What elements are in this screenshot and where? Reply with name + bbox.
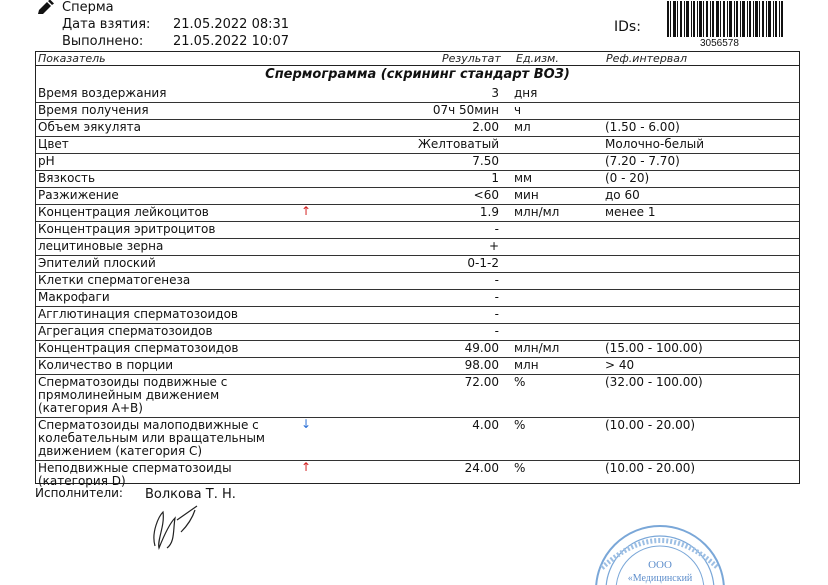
reference-value: (10.00 - 20.00) bbox=[605, 418, 696, 432]
indicator-name: Концентрация эритроцитов bbox=[38, 222, 216, 236]
table-header bbox=[36, 52, 799, 66]
table-row bbox=[36, 170, 799, 188]
table-row bbox=[36, 306, 799, 324]
indicator-name: Концентрация сперматозоидов bbox=[38, 341, 239, 355]
indicator-name: Вязкость bbox=[38, 171, 96, 185]
result-value: 2.00 bbox=[472, 120, 499, 134]
table-row bbox=[36, 221, 799, 239]
result-value: - bbox=[494, 324, 499, 338]
indicator-name: Макрофаги bbox=[38, 290, 110, 304]
indicator-name: Разжижение bbox=[38, 188, 119, 202]
reference-value: (0 - 20) bbox=[605, 171, 650, 185]
table-row bbox=[36, 204, 799, 222]
indicator-name: Эпителий плоский bbox=[38, 256, 156, 270]
table-row bbox=[36, 255, 799, 273]
result-value: 49.00 bbox=[464, 341, 499, 355]
result-value: 7.50 bbox=[472, 154, 499, 168]
table-row bbox=[36, 153, 799, 171]
completed-value: 21.05.2022 10:07 bbox=[173, 34, 290, 49]
unit-value: ч bbox=[514, 103, 522, 117]
unit-value: мин bbox=[514, 188, 539, 202]
indicator-name: pH bbox=[38, 154, 55, 168]
signature bbox=[145, 502, 205, 552]
col-indicator: Показатель bbox=[38, 52, 106, 65]
completed-label: Выполнено: bbox=[62, 34, 144, 49]
indicator-name: Количество в порции bbox=[38, 358, 174, 372]
indicator-name: Клетки сперматогенеза bbox=[38, 273, 191, 287]
result-value: 24.00 bbox=[464, 461, 499, 475]
arrow-up-icon: ↑ bbox=[301, 460, 312, 474]
table-row bbox=[36, 340, 799, 358]
result-value: 4.00 bbox=[472, 418, 499, 432]
result-value: 72.00 bbox=[464, 375, 499, 389]
reference-value: > 40 bbox=[605, 358, 635, 372]
unit-value: % bbox=[514, 461, 526, 475]
table-row bbox=[36, 102, 799, 120]
table-row bbox=[36, 460, 799, 490]
table-row bbox=[36, 136, 799, 154]
unit-value: млн/мл bbox=[514, 341, 560, 355]
stamp bbox=[590, 518, 725, 585]
section-title: Спермограмма (скрининг стандарт ВОЗ) bbox=[265, 67, 570, 82]
reference-value: (15.00 - 100.00) bbox=[605, 341, 703, 355]
table-row bbox=[36, 85, 799, 103]
col-reference: Реф.интервал bbox=[606, 52, 688, 65]
indicator-name: Сперматозоиды малоподвижные с колебательным или вращательным движением (категория С) bbox=[38, 418, 265, 458]
unit-value: % bbox=[514, 375, 526, 389]
col-result: Результат bbox=[442, 52, 501, 65]
indicator-name: Цвет bbox=[38, 137, 69, 151]
reference-value: (1.50 - 6.00) bbox=[605, 120, 680, 134]
table-row bbox=[36, 238, 799, 256]
result-value: 98.00 bbox=[464, 358, 499, 372]
table-row bbox=[36, 323, 799, 341]
result-value: - bbox=[494, 222, 499, 236]
executor-name: Волкова Т. Н. bbox=[145, 487, 236, 502]
unit-value: млн bbox=[514, 358, 539, 372]
stamp-org: ООО bbox=[648, 559, 672, 571]
reference-value: до 60 bbox=[605, 188, 640, 202]
result-value: 3 bbox=[491, 86, 499, 100]
barcode bbox=[667, 1, 783, 39]
table-row bbox=[36, 119, 799, 137]
col-unit: Ед.изм. bbox=[516, 52, 559, 65]
table-row bbox=[36, 187, 799, 205]
result-value: 0-1-2 bbox=[467, 256, 499, 270]
result-value: 1 bbox=[491, 171, 499, 185]
indicator-name: Объем эякулята bbox=[38, 120, 141, 134]
result-value: - bbox=[494, 290, 499, 304]
date-taken-value: 21.05.2022 08:31 bbox=[173, 17, 290, 32]
result-value: 07ч 50мин bbox=[432, 103, 499, 117]
stamp-name: «Медицинский bbox=[627, 573, 693, 584]
pencil-icon bbox=[36, 0, 54, 16]
unit-value: мм bbox=[514, 171, 533, 185]
result-value: Желтоватый bbox=[418, 137, 499, 151]
arrow-down-icon: ↓ bbox=[301, 417, 312, 431]
reference-value: (7.20 - 7.70) bbox=[605, 154, 680, 168]
arrow-up-icon: ↑ bbox=[301, 204, 312, 218]
result-value: 1.9 bbox=[479, 205, 499, 219]
executors-label: Исполнители: bbox=[35, 486, 123, 500]
indicator-name: Агрегация сперматозоидов bbox=[38, 324, 213, 338]
table-row bbox=[36, 357, 799, 375]
indicator-name: Время получения bbox=[38, 103, 149, 117]
indicator-name: Время воздержания bbox=[38, 86, 167, 100]
table-row bbox=[36, 272, 799, 290]
table-row bbox=[36, 417, 799, 461]
reference-value: (32.00 - 100.00) bbox=[605, 375, 703, 389]
result-value: + bbox=[488, 239, 499, 253]
indicator-name: лецитиновые зерна bbox=[38, 239, 164, 253]
result-value: - bbox=[494, 273, 499, 287]
reference-value: (10.00 - 20.00) bbox=[605, 461, 696, 475]
date-taken-label: Дата взятия: bbox=[62, 17, 151, 32]
table-row bbox=[36, 289, 799, 307]
reference-value: менее 1 bbox=[605, 205, 656, 219]
reference-value: Молочно-белый bbox=[605, 137, 705, 151]
unit-value: млн/мл bbox=[514, 205, 560, 219]
indicator-name: Концентрация лейкоцитов bbox=[38, 205, 209, 219]
indicator-name: Агглютинация сперматозоидов bbox=[38, 307, 238, 321]
barcode-number: 3056578 bbox=[700, 38, 739, 49]
table-row bbox=[36, 374, 799, 418]
indicator-name: Сперматозоиды подвижные с прямолинейным движением (категория А+В) bbox=[38, 375, 228, 415]
ids-label: IDs: bbox=[614, 19, 641, 35]
results-table bbox=[35, 51, 800, 488]
sample-type: Сперма bbox=[62, 0, 114, 15]
result-value: - bbox=[494, 307, 499, 321]
indicator-name: Неподвижные сперматозоиды (категория D) bbox=[38, 461, 232, 488]
unit-value: дня bbox=[514, 86, 538, 100]
unit-value: % bbox=[514, 418, 526, 432]
result-value: <60 bbox=[473, 188, 499, 202]
unit-value: мл bbox=[514, 120, 531, 134]
